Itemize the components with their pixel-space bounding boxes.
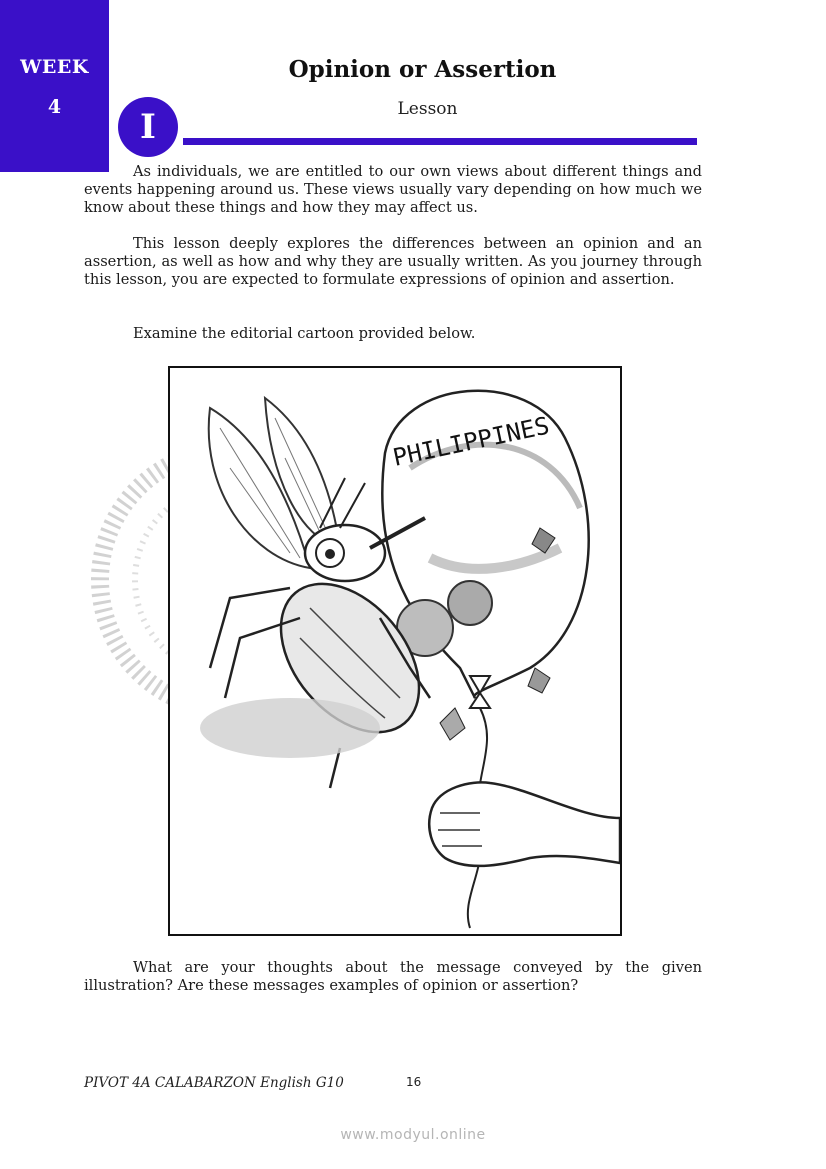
page-number: 16 — [406, 1075, 422, 1089]
page-title: Opinion or Assertion — [288, 56, 557, 83]
instruction-paragraph: Examine the editorial cartoon provided below. — [133, 325, 476, 342]
lesson-paragraph: This lesson deeply explores the differences between an opinion and an assertion, as well as how and why they are usually written. As you journey through this lesson, you are expected to formulate expressions of opinion and assertion. — [84, 235, 702, 288]
week-number: 4 — [47, 96, 62, 118]
intro-paragraph: As individuals, we are entitled to our own views about different things and events happening around us. These views usually vary depending on how much we know about these things and how they may affect us. — [84, 163, 702, 216]
site-watermark: www.modyul.online — [340, 1127, 486, 1143]
week-badge — [0, 0, 109, 172]
phase-badge: I — [118, 97, 178, 157]
editorial-cartoon — [168, 366, 622, 936]
question-paragraph: What are your thoughts about the message conveyed by the given illustration? Are these messages examples of opinion or assertion? — [84, 959, 702, 994]
balloon-label: PHILIPPINES — [390, 411, 552, 472]
header-divider — [183, 138, 697, 145]
footer-source: PIVOT 4A CALABARZON English G10 — [84, 1075, 344, 1091]
cartoon-illustration — [170, 368, 620, 934]
week-label: WEEK — [20, 56, 89, 78]
page-subtitle: Lesson — [397, 99, 458, 119]
